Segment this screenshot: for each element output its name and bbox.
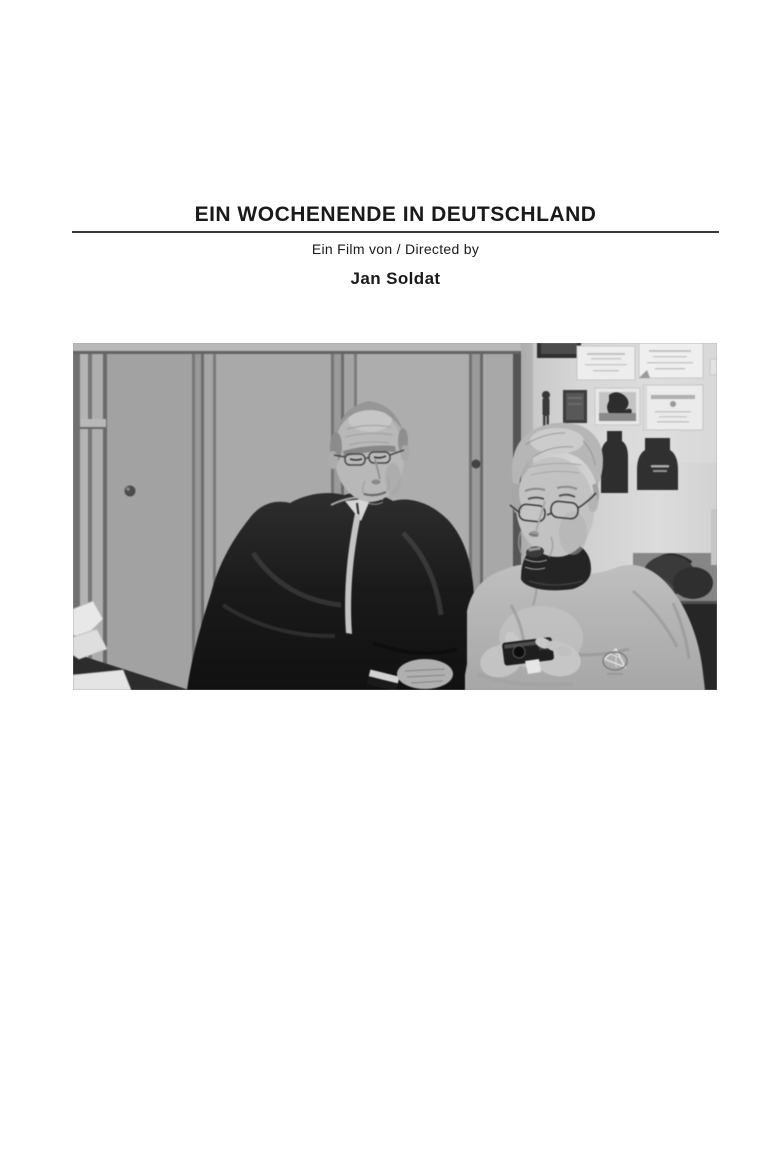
title-underline — [72, 231, 719, 233]
wardrobe-knob — [125, 486, 136, 497]
framed-photo-landscape — [595, 388, 640, 425]
wardrobe-knob — [472, 460, 481, 469]
film-still — [73, 343, 717, 690]
certificate-2 — [639, 343, 703, 378]
man-left-hands — [397, 659, 453, 689]
certificate-1 — [577, 346, 635, 380]
film-title: EIN WOCHENENDE IN DEUTSCHLAND — [194, 203, 597, 226]
frame-edge — [710, 359, 717, 375]
title-block — [72, 204, 719, 287]
framed-picture-narrow — [563, 390, 587, 423]
director-name: Jan Soldat — [350, 269, 441, 288]
certificate-3 — [643, 385, 703, 430]
framed-picture-dark — [537, 343, 581, 358]
credit-line: Ein Film von / Directed by — [311, 241, 480, 257]
